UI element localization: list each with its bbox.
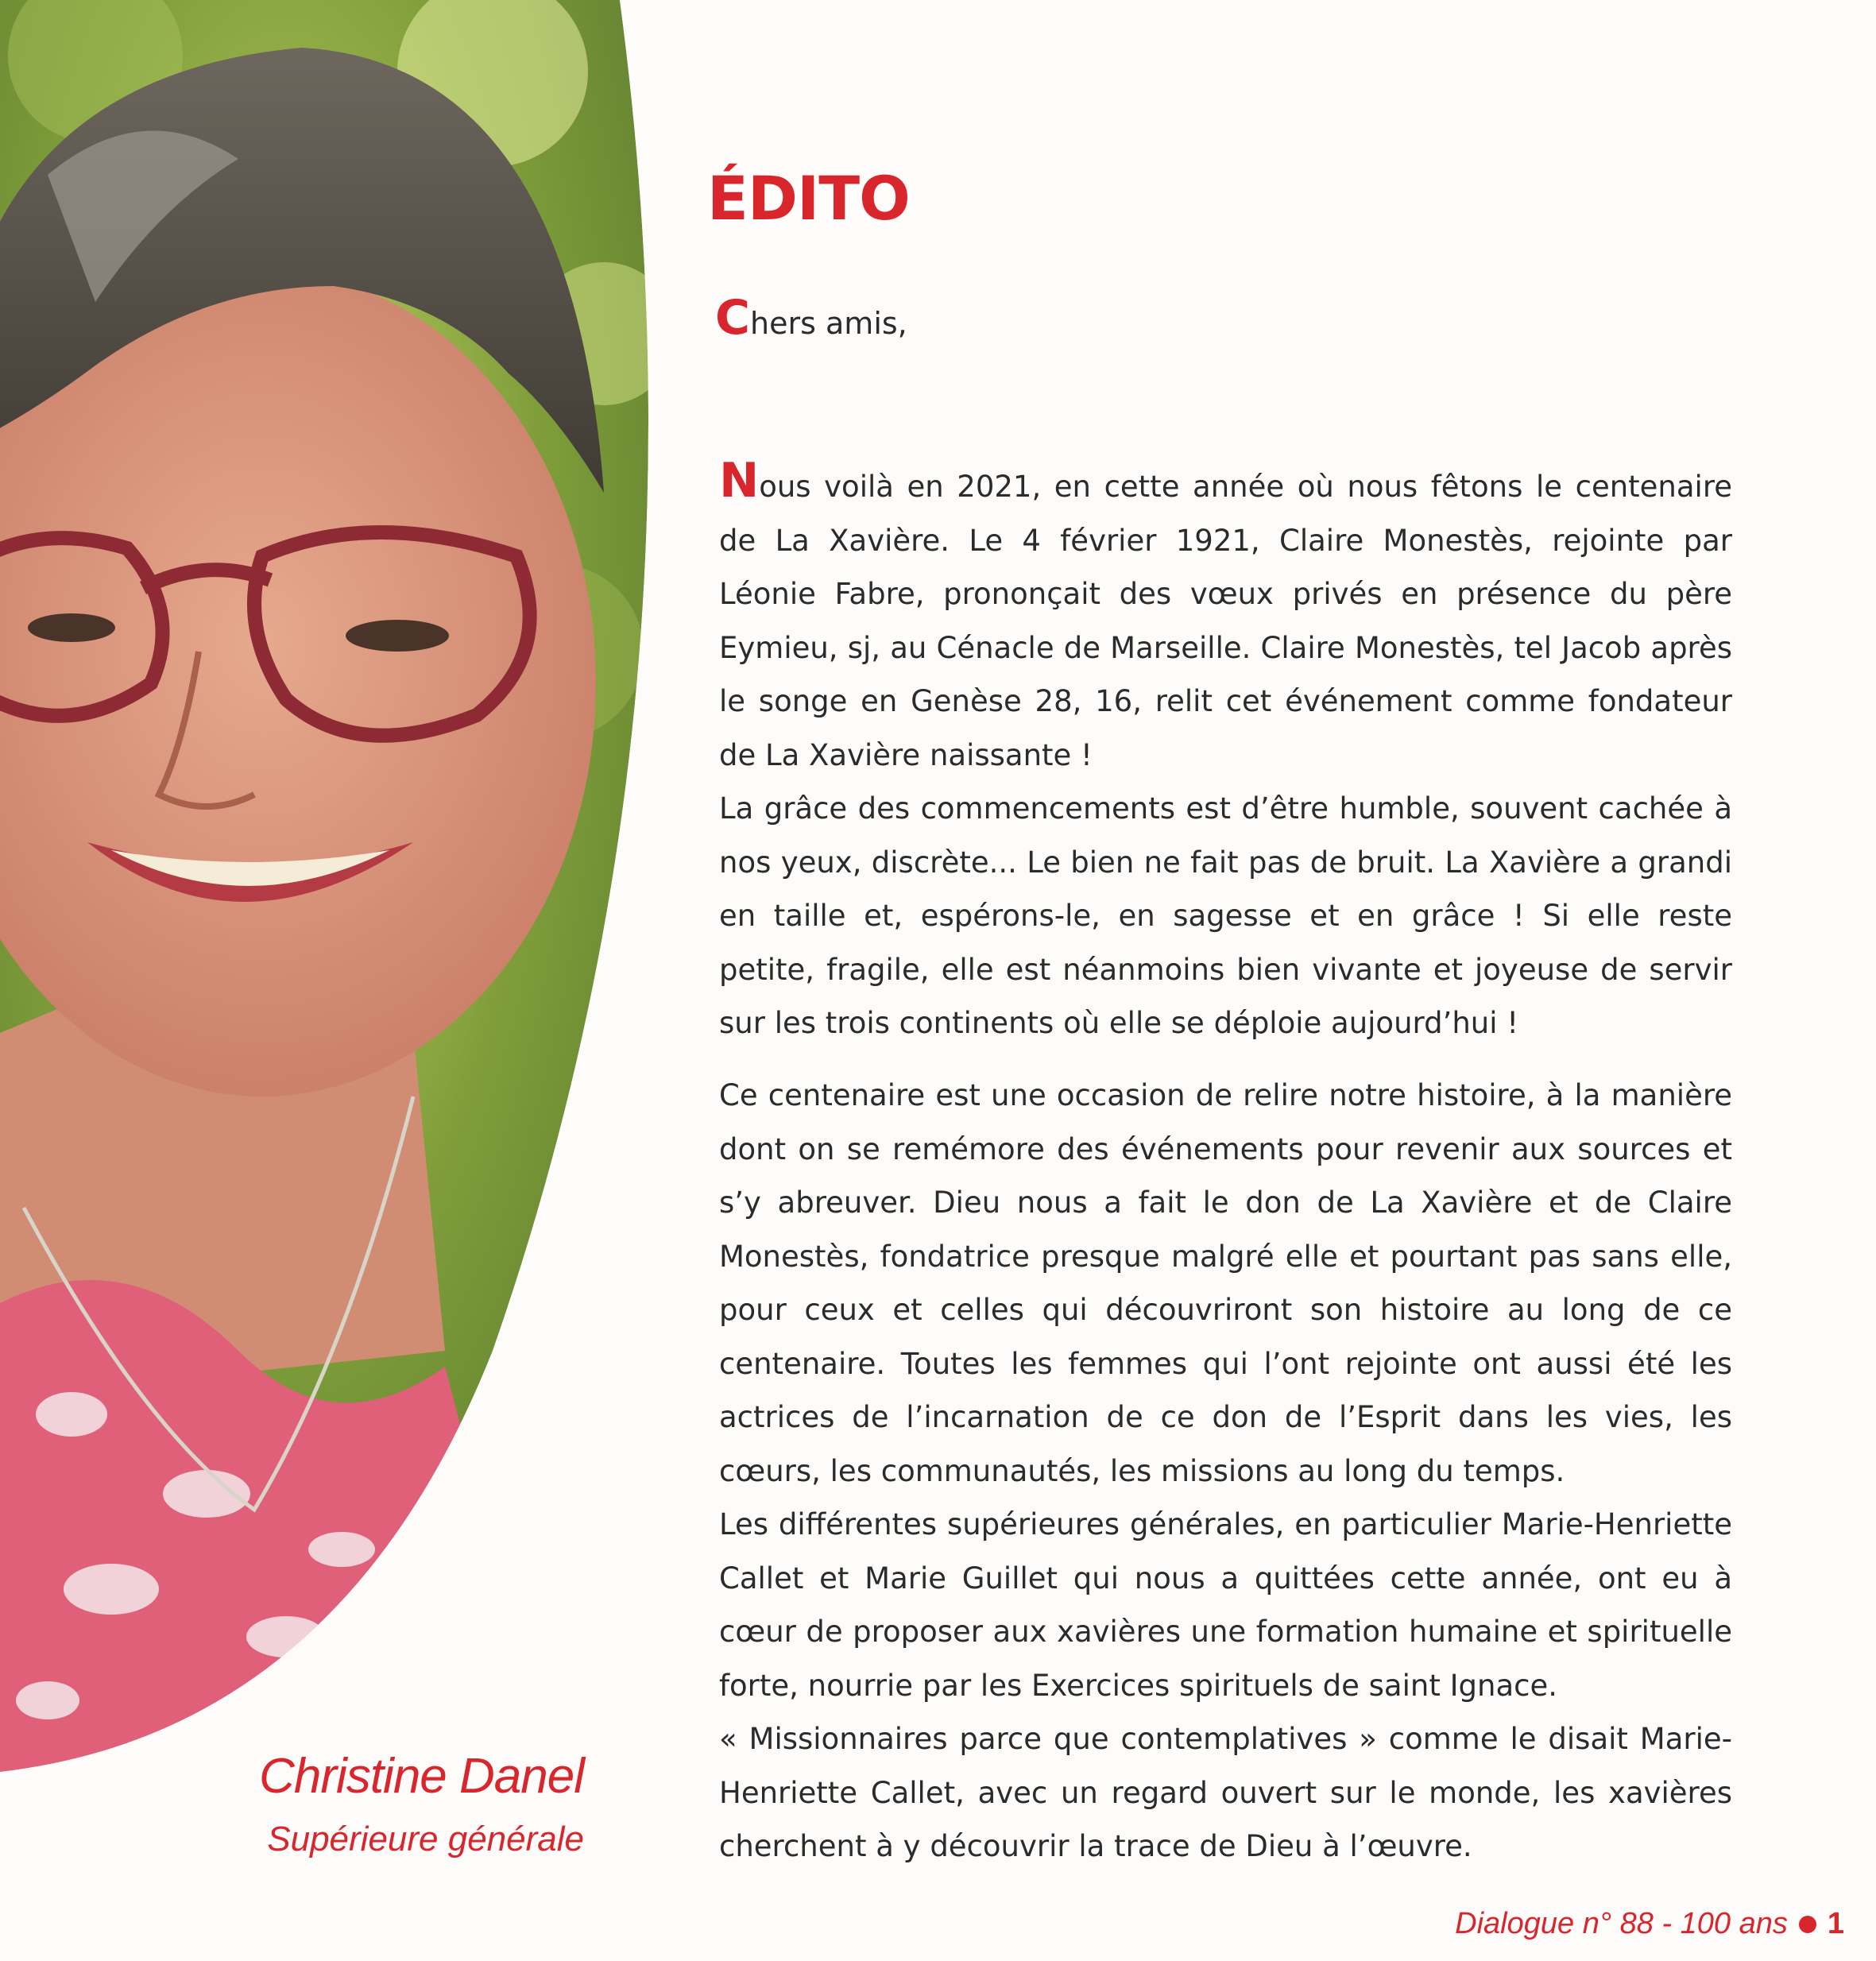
page-number: 1 [1827, 1907, 1844, 1940]
greeting-text: hers amis, [750, 306, 907, 341]
article-block-2 [719, 1069, 1732, 1874]
magazine-issue: Dialogue n° 88 - 100 ans [1455, 1907, 1788, 1940]
article-block-1 [719, 453, 1732, 1050]
signature-role: Supérieure générale [267, 1820, 584, 1859]
paragraph-3: Ce centenaire est une occasion de relire notre histoire, à la manière dont on se remémore des événements pour revenir aux sources et s’y abreuver. Dieu nous a fait le don de La Xavière et de Claire Monestès, fondatrice presque malgré elle et pourtant pas sans elle, pour ceux et celles qui découvriront son histoire au long de ce centenaire. Toutes les femmes qui l’ont rejointe ont aussi été les actrices de l’incarnation de ce don de l’Esprit dans les vies, les cœurs, les communautés, les missions au long du temps. [719, 1078, 1732, 1488]
paragraph-2: La grâce des commencements est d’être humble, souvent cachée à nos yeux, discrète... Le bien ne fait pas de bruit. La Xavière a grandi en taille et, espérons-le, en sagesse et en grâce ! Si elle reste petite, fragile, elle est néanmoins bien vivante et joyeuse de servir sur les trois continents où elle se déploie aujourd’hui ! [719, 791, 1732, 1040]
bullet-dot-icon [1799, 1916, 1816, 1933]
page-title: ÉDITO [707, 163, 910, 234]
signature-name: Christine Danel [259, 1749, 584, 1804]
portrait-photo [0, 0, 715, 1961]
paragraph-5: « Missionnaires parce que contemplatives » comme le disait Marie-Henriette Callet, avec un regard ouvert sur le monde, les xavières cherchent à y découvrir la trace de Dieu à l’œuvre. [719, 1722, 1732, 1863]
paragraph-4: Les différentes supérieures générales, en particulier Marie-Henriette Callet et Marie Guillet qui nous a quittées cette année, ont eu à cœur de proposer aux xavières une formation humaine et spirituelle forte, nourrie par les Exercices spirituels de saint Ignace. [719, 1507, 1732, 1703]
paragraph-1-text: ous voilà en 2021, en cette année où nous fêtons le centenaire de La Xavière. Le 4 février 1921, Claire Monestès, rejointe par Léonie Fabre, prononçait des vœux privés en présence du père Eymieu, sj, au Cénacle de Marseille. Claire Monestès, tel Jacob après le songe en Genèse 28, 16, relit cet événement comme fondateur de La Xavière naissante ! [719, 470, 1732, 772]
paragraph-1-initial: N [719, 453, 760, 509]
greeting-initial: C [715, 290, 751, 346]
page-footer [1455, 1907, 1844, 1941]
paragraph-1 [719, 453, 1732, 782]
greeting [715, 290, 907, 346]
